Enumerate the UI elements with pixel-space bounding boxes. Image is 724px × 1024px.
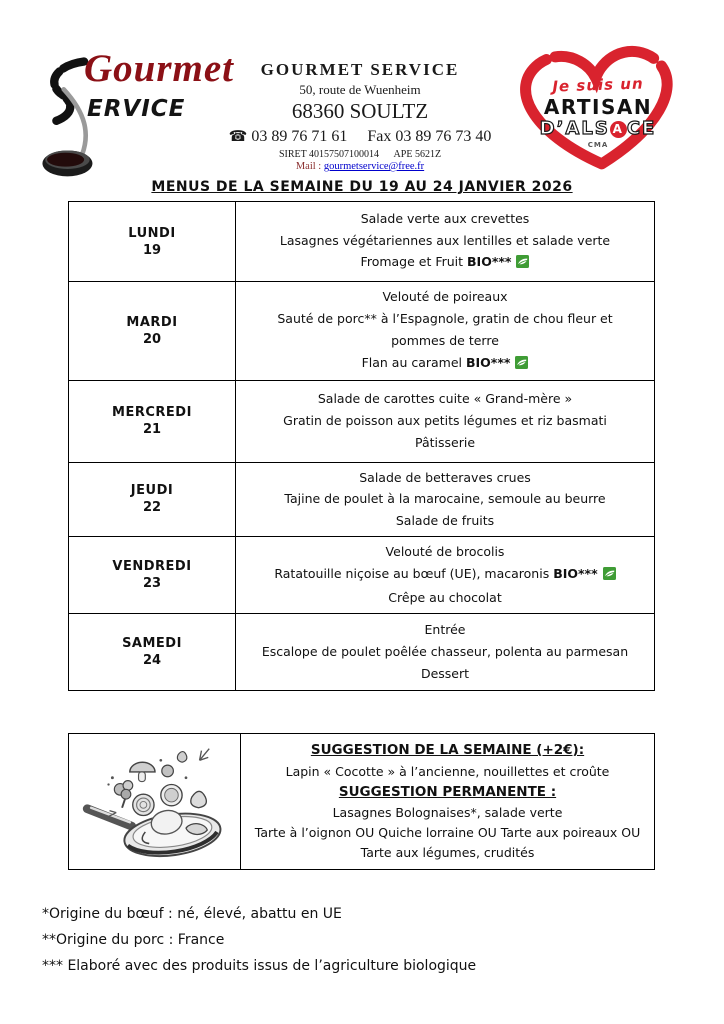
day-name: MARDI <box>126 314 178 330</box>
company-logo <box>34 46 234 181</box>
menu-item <box>252 619 638 641</box>
menu-item-text: Salade de fruits <box>395 513 495 529</box>
menu-item <box>252 587 638 609</box>
footnote: **Origine du porc : France <box>42 931 225 948</box>
mail-label: Mail : <box>295 161 322 172</box>
menu-item <box>252 286 638 308</box>
badge-org-mark: CMA <box>587 141 609 149</box>
menu-table <box>68 201 655 691</box>
menu-row <box>69 282 655 381</box>
menu-item-text: Crêpe au chocolat <box>388 589 502 605</box>
company-mail-line <box>210 161 510 172</box>
menu-item <box>252 251 638 275</box>
menu-cell <box>236 282 655 381</box>
menu-item-text: Velouté de poireaux <box>382 289 508 304</box>
menu-item <box>252 467 638 489</box>
menu-item-text: Pâtisserie <box>414 434 476 450</box>
menu-item <box>252 663 638 685</box>
menu-item <box>252 641 638 663</box>
day-name: MERCREDI <box>112 405 192 420</box>
day-cell <box>69 380 236 462</box>
footnote: *Origine du bœuf : né, élevé, abattu en UE <box>42 906 342 922</box>
menu-item <box>252 541 638 563</box>
day-name: SAMEDI <box>122 635 182 651</box>
menu-item-text: Tajine de poulet à la marocaine, semoule au beurre <box>284 491 606 507</box>
company-phone-line <box>210 127 510 146</box>
menu-item-text: Gratin de poisson aux petits légumes et riz basmati <box>283 413 607 429</box>
menu-cell <box>236 613 655 690</box>
menu-table-body <box>69 202 655 691</box>
menu-item-text: Salade verte aux crevettes <box>360 210 530 226</box>
menu-cell <box>236 537 655 614</box>
footnotes <box>42 902 476 980</box>
suggestion-box <box>68 733 655 870</box>
menu-item <box>252 488 638 510</box>
menu-item-text: Salade de carottes cuite « Grand-mère » <box>317 391 573 407</box>
menu-cell <box>236 462 655 537</box>
menu-row <box>69 613 655 690</box>
menu-cell <box>236 380 655 462</box>
company-address-city: 68360 SOULTZ <box>291 99 429 123</box>
menu-item-text: Ratatouille niçoise au bœuf (UE), macaronis <box>274 566 554 581</box>
day-date: 19 <box>142 242 162 258</box>
artisan-alsace-badge <box>502 40 694 178</box>
suggestion-item: Tarte à l’oignon OU Quiche lorraine OU Tarte aux poireaux OU Tarte aux légumes, crudités <box>254 825 641 861</box>
menu-item-text: Fromage et Fruit <box>360 254 468 270</box>
company-registration <box>210 149 510 160</box>
suggestion-row <box>69 734 655 870</box>
menu-item-text: Lasagnes végétariennes aux lentilles et salade verte <box>279 232 611 248</box>
pan-illustration-cell <box>69 734 241 870</box>
menu-item-text: Sauté de porc** à l’Espagnole, gratin de chou fleur et pommes de terre <box>277 310 613 348</box>
suggestion-item: Lapin « Cocotte » à l’ancienne, nouillettes et croûte <box>285 763 610 779</box>
day-name: VENDREDI <box>112 558 192 574</box>
page-title: MENUS DE LA SEMAINE DU 19 AU 24 JANVIER 2026 <box>151 179 573 195</box>
ape-code: APE 5621Z <box>393 149 442 160</box>
siret-number: SIRET 40157507100014 <box>278 149 380 160</box>
menu-row <box>69 202 655 282</box>
suggestion-heading: SUGGESTION PERMANENTE : <box>338 783 557 800</box>
day-name: LUNDI <box>128 225 176 241</box>
bio-label: BIO*** <box>466 354 511 370</box>
badge-region-pre: D’ALS <box>539 118 610 139</box>
day-cell <box>69 537 236 614</box>
day-cell <box>69 282 236 381</box>
phone-icon: ☎ <box>228 129 248 145</box>
menu-item-text: Flan au caramel <box>361 354 466 370</box>
day-date: 22 <box>142 500 162 516</box>
bio-organic-icon <box>515 354 528 376</box>
day-cell <box>69 613 236 690</box>
footnote: *** Elaboré avec des produits issus de l’agriculture biologique <box>42 957 477 974</box>
day-date: 20 <box>142 331 162 347</box>
phone-number: 03 89 76 71 61 <box>251 128 348 145</box>
bio-organic-icon <box>516 253 529 275</box>
menu-item-text: Velouté de brocolis <box>385 544 505 560</box>
menu-item <box>252 563 638 587</box>
menu-item <box>252 308 638 352</box>
menu-row <box>69 537 655 614</box>
mail-link[interactable]: gourmetservice@free.fr <box>323 161 425 172</box>
menu-item-text: Escalope de poulet poêlée chasseur, polenta au parmesan <box>261 643 629 659</box>
menu-item <box>252 410 638 432</box>
badge-a-circle-icon: A <box>610 121 627 138</box>
menu-item-text: Entrée <box>424 621 466 637</box>
day-cell <box>69 462 236 537</box>
badge-texts <box>502 76 694 149</box>
logo-gourmet-text: Gourmet <box>84 47 235 90</box>
logo-service-text: ERVICE <box>87 96 186 122</box>
bio-label: BIO*** <box>467 254 512 270</box>
menu-item <box>252 510 638 532</box>
day-date: 24 <box>142 652 162 668</box>
day-date: 21 <box>142 422 162 437</box>
bio-label: BIO*** <box>553 566 598 581</box>
company-info <box>210 60 510 172</box>
frying-pan-vegetables-illustration <box>76 739 234 861</box>
badge-brand: ARTISAN <box>543 95 653 119</box>
day-name: JEUDI <box>130 483 174 499</box>
fax-number: Fax 03 89 76 73 40 <box>367 128 492 145</box>
suggestion-heading: SUGGESTION DE LA SEMAINE (+2€): <box>310 742 585 758</box>
bio-organic-icon <box>603 565 616 587</box>
day-date: 23 <box>142 575 162 591</box>
day-cell <box>69 202 236 282</box>
company-name: GOURMET SERVICE <box>260 60 460 79</box>
badge-region <box>502 118 694 139</box>
menu-item <box>252 432 638 454</box>
menu-item-text: Dessert <box>420 665 470 681</box>
menu-row <box>69 380 655 462</box>
badge-region-post: CE <box>626 118 657 139</box>
menu-item <box>252 230 638 252</box>
company-address-street: 50, route de Wuenheim <box>299 82 421 97</box>
menu-row <box>69 462 655 537</box>
menu-item <box>252 208 638 230</box>
menu-cell <box>236 202 655 282</box>
menu-item-text: Salade de betteraves crues <box>359 469 531 485</box>
suggestion-content <box>241 734 655 870</box>
menu-item <box>252 352 638 376</box>
suggestion-item: Lasagnes Bolognaises*, salade verte <box>332 805 563 821</box>
badge-tagline: Je suis un <box>552 74 644 96</box>
menu-item <box>252 388 638 410</box>
